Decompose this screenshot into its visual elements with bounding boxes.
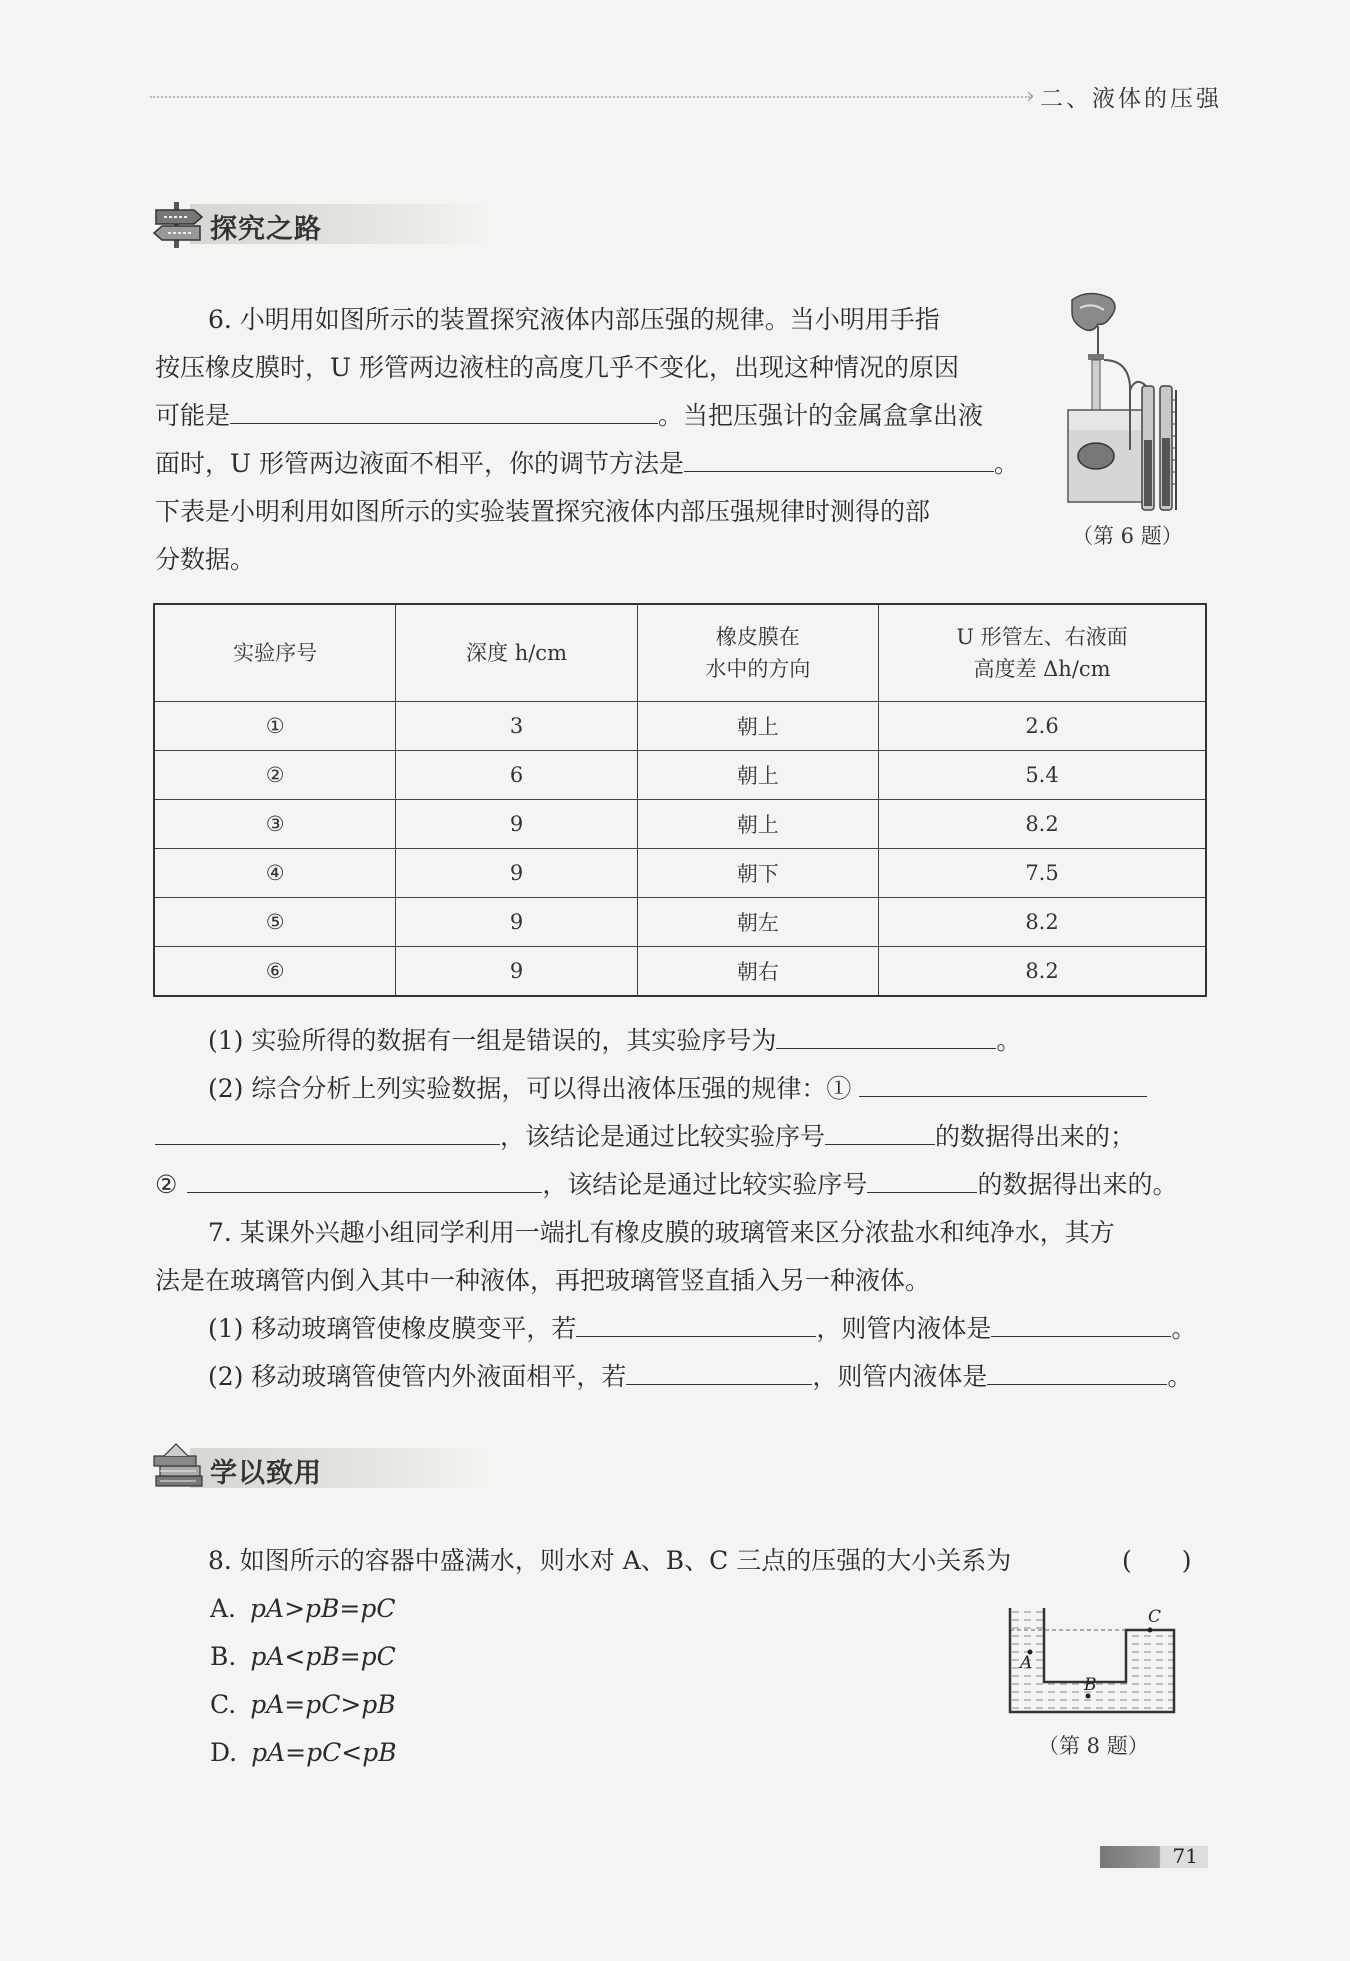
q8-option-c[interactable] xyxy=(210,1681,396,1728)
q6-line1: 6. 小明用如图所示的装置探究液体内部压强的规律。当小明用手指 xyxy=(208,305,940,334)
q6-sub2-blank-seq1[interactable] xyxy=(825,1116,935,1145)
q8-figure-caption: （第 8 题） xyxy=(1038,1734,1149,1758)
q6-answer-blank-reason[interactable] xyxy=(230,395,658,424)
table-cell: 朝上 xyxy=(637,800,878,849)
table-header-cell xyxy=(396,604,638,702)
q8-option-d[interactable] xyxy=(210,1729,397,1776)
q6-figure-caption: （第 6 题） xyxy=(1072,524,1183,548)
q6-sub2-line1 xyxy=(208,1065,1147,1112)
table-cell: 2.6 xyxy=(879,702,1206,751)
table-cell: 7.5 xyxy=(879,849,1206,898)
q6-figure-pressure-gauge xyxy=(1058,290,1188,518)
q7-sub2-text: (2) 移动玻璃管使管内外液面相平，若 xyxy=(208,1362,627,1391)
table-header-row xyxy=(154,604,1206,702)
q7-sub1-mid: ，则管内液体是 xyxy=(816,1314,992,1343)
fig8-label-c: C xyxy=(1148,1607,1162,1627)
table-cell: 朝右 xyxy=(637,947,878,997)
q6-sub2-blank-seq2[interactable] xyxy=(867,1164,977,1193)
table-cell: ⑤ xyxy=(154,898,396,947)
q8-option-a[interactable] xyxy=(210,1585,395,1632)
q7-sub1-blank-liquid[interactable] xyxy=(991,1308,1171,1337)
q8-option-letter: B. xyxy=(210,1642,237,1671)
fig8-label-b: B xyxy=(1084,1675,1097,1695)
table-cell: 9 xyxy=(396,898,638,947)
table-cell: ③ xyxy=(154,800,396,849)
table-header-text: 橡皮膜在 xyxy=(715,625,800,649)
table-cell: 朝上 xyxy=(637,702,878,751)
table-cell: ① xyxy=(154,702,396,751)
q6-line6: 分数据。 xyxy=(155,545,256,574)
table-header-cell xyxy=(637,604,878,702)
q7-sub1-blank-condition[interactable] xyxy=(576,1308,816,1337)
q6-line3-rest: 。当把压强计的金属盒拿出液 xyxy=(658,401,984,430)
q6-sub2-blank-rule1b[interactable] xyxy=(155,1116,500,1145)
section-heading-label: 探究之路 xyxy=(210,214,322,245)
table-row xyxy=(154,702,1206,751)
table-row xyxy=(154,849,1206,898)
section-heading-explore xyxy=(150,198,470,250)
q6-line4-text: 面时，U 形管两边液面不相平，你的调节方法是 xyxy=(155,449,685,478)
table-cell: 8.2 xyxy=(879,898,1206,947)
q8-option-letter: C. xyxy=(210,1690,237,1719)
q6-sub1-text: (1) 实验所得的数据有一组是错误的，其实验序号为 xyxy=(208,1026,777,1055)
table-row xyxy=(154,800,1206,849)
table-cell: 8.2 xyxy=(879,947,1206,997)
fig8-label-a: A xyxy=(1020,1653,1033,1673)
q6-sub2-line3 xyxy=(155,1161,1177,1208)
q8-option-text: pA>pB=pC xyxy=(250,1594,396,1623)
table-cell: 3 xyxy=(396,702,638,751)
q6-sub2-line2 xyxy=(155,1113,1135,1160)
q8-option-text: pA=pC>pB xyxy=(250,1690,396,1719)
header-section-title: 二、液体的压强 xyxy=(1040,86,1222,112)
q7-line2: 法是在玻璃管内倒入其中一种液体，再把玻璃管竖直插入另一种液体。 xyxy=(155,1266,931,1295)
q8-option-b[interactable] xyxy=(210,1633,396,1680)
q8-option-letter: D. xyxy=(210,1738,238,1767)
table-header-text: 实验序号 xyxy=(233,641,318,665)
q7-sub2-blank-condition[interactable] xyxy=(626,1356,812,1385)
table-cell: 9 xyxy=(396,849,638,898)
q6-answer-blank-adjust[interactable] xyxy=(684,443,994,472)
q6-sub2-compare1: ，该结论是通过比较实验序号 xyxy=(500,1122,826,1151)
table-cell: 朝上 xyxy=(637,751,878,800)
q6-sub2-compare2: ，该结论是通过比较实验序号 xyxy=(542,1170,868,1199)
table-cell: 6 xyxy=(396,751,638,800)
q7-sub2-mid: ，则管内液体是 xyxy=(812,1362,988,1391)
page-number: 71 xyxy=(1172,1844,1198,1868)
table-cell: ⑥ xyxy=(154,947,396,997)
section-heading-label: 学以致用 xyxy=(210,1458,322,1489)
table-header-text: 水中的方向 xyxy=(705,657,811,681)
q7-sub1-text: (1) 移动玻璃管使橡皮膜变平，若 xyxy=(208,1314,577,1343)
q8-figure-container xyxy=(1000,1600,1186,1726)
table-cell: 9 xyxy=(396,947,638,997)
q6-sub2-text: (2) 综合分析上列实验数据，可以得出液体压强的规律：① xyxy=(208,1074,852,1103)
table-cell: 9 xyxy=(396,800,638,849)
q6-line5: 下表是小明利用如图所示的实验装置探究液体内部压强规律时测得的部 xyxy=(155,497,931,526)
table-header-cell xyxy=(879,604,1206,702)
table-row xyxy=(154,947,1206,997)
header-arrow-icon: › xyxy=(1026,84,1035,109)
q8-option-text: pA<pB=pC xyxy=(250,1642,396,1671)
q6-line4-end: 。 xyxy=(994,449,1020,478)
experiment-data-table xyxy=(153,603,1207,997)
table-header-text: U 形管左、右液面 xyxy=(956,625,1128,649)
books-icon xyxy=(150,1442,206,1494)
q7-sub2-blank-liquid[interactable] xyxy=(987,1356,1167,1385)
q6-sub2-end1: 的数据得出来的； xyxy=(935,1122,1136,1151)
q6-sub2-blank-rule2[interactable] xyxy=(187,1164,542,1193)
table-header-text: 高度差 Δh/cm xyxy=(973,657,1111,681)
table-cell: 朝左 xyxy=(637,898,878,947)
q6-line4 xyxy=(155,440,1019,487)
signpost-icon xyxy=(150,198,206,250)
table-cell: 5.4 xyxy=(879,751,1206,800)
q8-answer-paren[interactable]: ( ) xyxy=(1122,1546,1192,1575)
q6-line3-text: 可能是 xyxy=(155,401,231,430)
q6-sub1-blank[interactable] xyxy=(776,1020,996,1049)
q6-sub1-end: 。 xyxy=(996,1026,1022,1055)
section-heading-apply xyxy=(150,1442,470,1494)
q8-option-text: pA=pC<pB xyxy=(251,1738,397,1767)
table-cell: 朝下 xyxy=(637,849,878,898)
q7-sub2 xyxy=(208,1353,1192,1400)
page-number-tab xyxy=(1100,1846,1208,1868)
q6-sub2-end2: 的数据得出来的。 xyxy=(977,1170,1178,1199)
header-rule xyxy=(150,96,1030,98)
table-cell: 8.2 xyxy=(879,800,1206,849)
table-cell: ④ xyxy=(154,849,396,898)
q6-sub2-blank-rule1a[interactable] xyxy=(859,1068,1147,1097)
table-cell: ② xyxy=(154,751,396,800)
table-header-text: 深度 h/cm xyxy=(466,641,567,665)
q8-stem: 8. 如图所示的容器中盛满水，则水对 A、B、C 三点的压强的大小关系为 xyxy=(208,1546,1012,1575)
q7-sub1-end: 。 xyxy=(1171,1314,1197,1343)
table-row xyxy=(154,898,1206,947)
q8-option-letter: A. xyxy=(210,1594,237,1623)
q7-sub1 xyxy=(208,1305,1196,1352)
q6-line2: 按压橡皮膜时，U 形管两边液柱的高度几乎不变化，出现这种情况的原因 xyxy=(155,353,960,382)
q6-line3 xyxy=(155,392,983,439)
table-header-cell xyxy=(154,604,396,702)
table-row xyxy=(154,751,1206,800)
q6-sub2-circle2: ② xyxy=(155,1170,178,1199)
q7-sub2-end: 。 xyxy=(1167,1362,1193,1391)
q7-line1: 7. 某课外兴趣小组同学利用一端扎有橡皮膜的玻璃管来区分浓盐水和纯净水，其方 xyxy=(208,1218,1115,1247)
q6-sub1 xyxy=(208,1017,1021,1064)
